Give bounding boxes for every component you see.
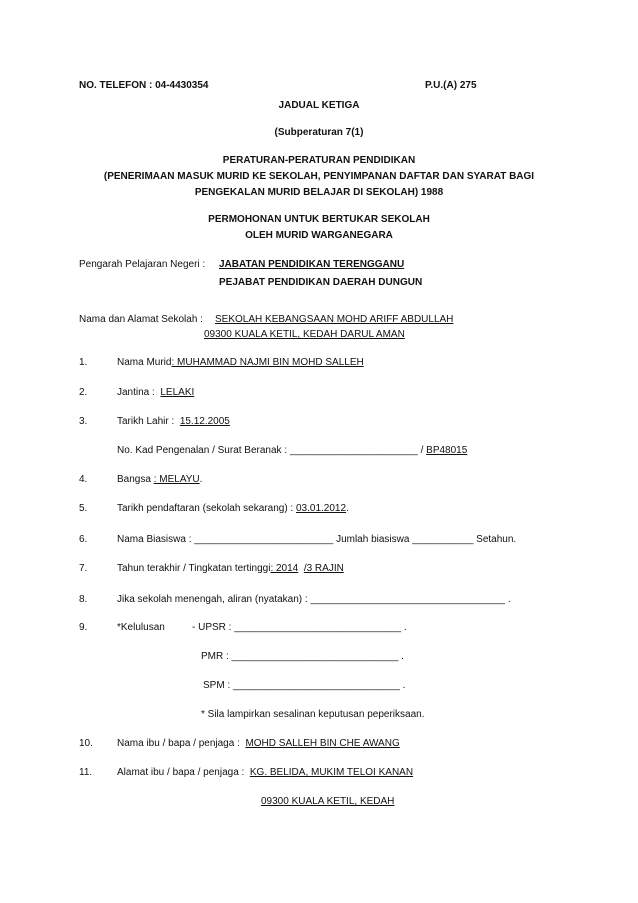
schedule-title: JADUAL KETIGA: [278, 100, 360, 111]
last-year-value: : 2014: [270, 563, 299, 574]
guardian-address-line-1: KG. BELIDA, MUKIM TELOI KANAN: [249, 767, 414, 778]
gender-label: Jantina :: [117, 387, 155, 398]
regulation-title-line-1: PERATURAN-PERATURAN PENDIDIKAN: [222, 155, 416, 166]
id-number-row: [117, 445, 467, 456]
application-title-line-1: PERMOHONAN UNTUK BERTUKAR SEKOLAH: [208, 214, 430, 225]
item-number: 5.: [79, 503, 88, 514]
school-name: SEKOLAH KEBANGSAAN MOHD ARIFF ABDULLAH: [215, 314, 454, 325]
registration-row: [117, 503, 349, 514]
district-office: PEJABAT PENDIDIKAN DAERAH DUNGUN: [219, 277, 423, 288]
item-number: 8.: [79, 594, 88, 605]
item-number: 11.: [79, 767, 93, 778]
attachment-note: * Sila lampirkan sesalinan keputusan peperiksaan.: [201, 709, 425, 720]
registration-value: 03.01.2012: [296, 503, 347, 514]
race-row: [117, 474, 202, 485]
subregulation: (Subperaturan 7(1): [274, 127, 364, 138]
birthdate-row: [117, 416, 230, 427]
guardian-row: [117, 738, 400, 749]
registration-suffix: .: [346, 503, 349, 514]
birthdate-value: 15.12.2005: [179, 416, 230, 427]
item-number: 4.: [79, 474, 88, 485]
student-name-row: [117, 357, 364, 368]
student-name-value: : MUHAMMAD NAJMI BIN MOHD SALLEH: [171, 357, 364, 368]
guardian-value: MOHD SALLEH BIN CHE AWANG: [245, 738, 400, 749]
qualification-label: *Kelulusan: [117, 622, 165, 633]
school-address: 09300 KUALA KETIL, KEDAH DARUL AMAN: [204, 329, 405, 340]
race-label: Bangsa: [117, 474, 151, 485]
gender-value: LELAKI: [160, 387, 195, 398]
last-form-value: /3 RAJIN: [303, 563, 344, 574]
id-number-value: BP48015: [426, 445, 468, 456]
reference-code: P.U.(A) 275: [425, 80, 477, 91]
gender-row: [117, 387, 194, 398]
last-year-label: Tahun terakhir / Tingkatan tertinggi: [117, 563, 271, 574]
guardian-address-row: [117, 767, 413, 778]
pmr-row: PMR : ______________________________ .: [201, 651, 404, 662]
item-number: 9.: [79, 622, 88, 633]
director-label: Pengarah Pelajaran Negeri :: [79, 259, 206, 270]
item-number: 2.: [79, 387, 88, 398]
upsr-row: - UPSR : ______________________________ .: [192, 622, 407, 633]
student-name-label: Nama Murid: [117, 357, 172, 368]
scholarship-row: Nama Biasiswa : _________________________ Jumlah biasiswa ___________ Setahun.: [117, 534, 517, 545]
school-label: Nama dan Alamat Sekolah :: [79, 314, 203, 325]
item-number: 1.: [79, 357, 88, 368]
regulation-title-line-3: PENGEKALAN MURID BELAJAR DI SEKOLAH) 1988: [194, 187, 444, 198]
guardian-address-line-2: 09300 KUALA KETIL, KEDAH: [261, 796, 395, 807]
guardian-label: Nama ibu / bapa / penjaga :: [117, 738, 240, 749]
item-number: 10.: [79, 738, 93, 749]
stream-row: Jika sekolah menengah, aliran (nyatakan) : ___________________________________ .: [117, 594, 511, 605]
id-number-label: No. Kad Pengenalan / Surat Beranak : _______________________ /: [117, 445, 424, 456]
regulation-title-line-2: (PENERIMAAN MASUK MURID KE SEKOLAH, PENYIMPANAN DAFTAR DAN SYARAT BAGI: [103, 171, 535, 182]
guardian-address-label: Alamat ibu / bapa / penjaga :: [117, 767, 245, 778]
last-year-row: [117, 563, 344, 574]
director-value: JABATAN PENDIDIKAN TERENGGANU: [219, 259, 405, 270]
item-number: 7.: [79, 563, 88, 574]
application-title-line-2: OLEH MURID WARGANEGARA: [245, 230, 393, 241]
phone-number: NO. TELEFON : 04-4430354: [79, 80, 209, 91]
item-number: 3.: [79, 416, 88, 427]
race-suffix: .: [199, 474, 203, 485]
spm-row: SPM : ______________________________ .: [203, 680, 406, 691]
item-number: 6.: [79, 534, 88, 545]
race-value: : MELAYU: [153, 474, 200, 485]
registration-label: Tarikh pendaftaran (sekolah sekarang) :: [117, 503, 294, 514]
birthdate-label: Tarikh Lahir :: [117, 416, 175, 427]
